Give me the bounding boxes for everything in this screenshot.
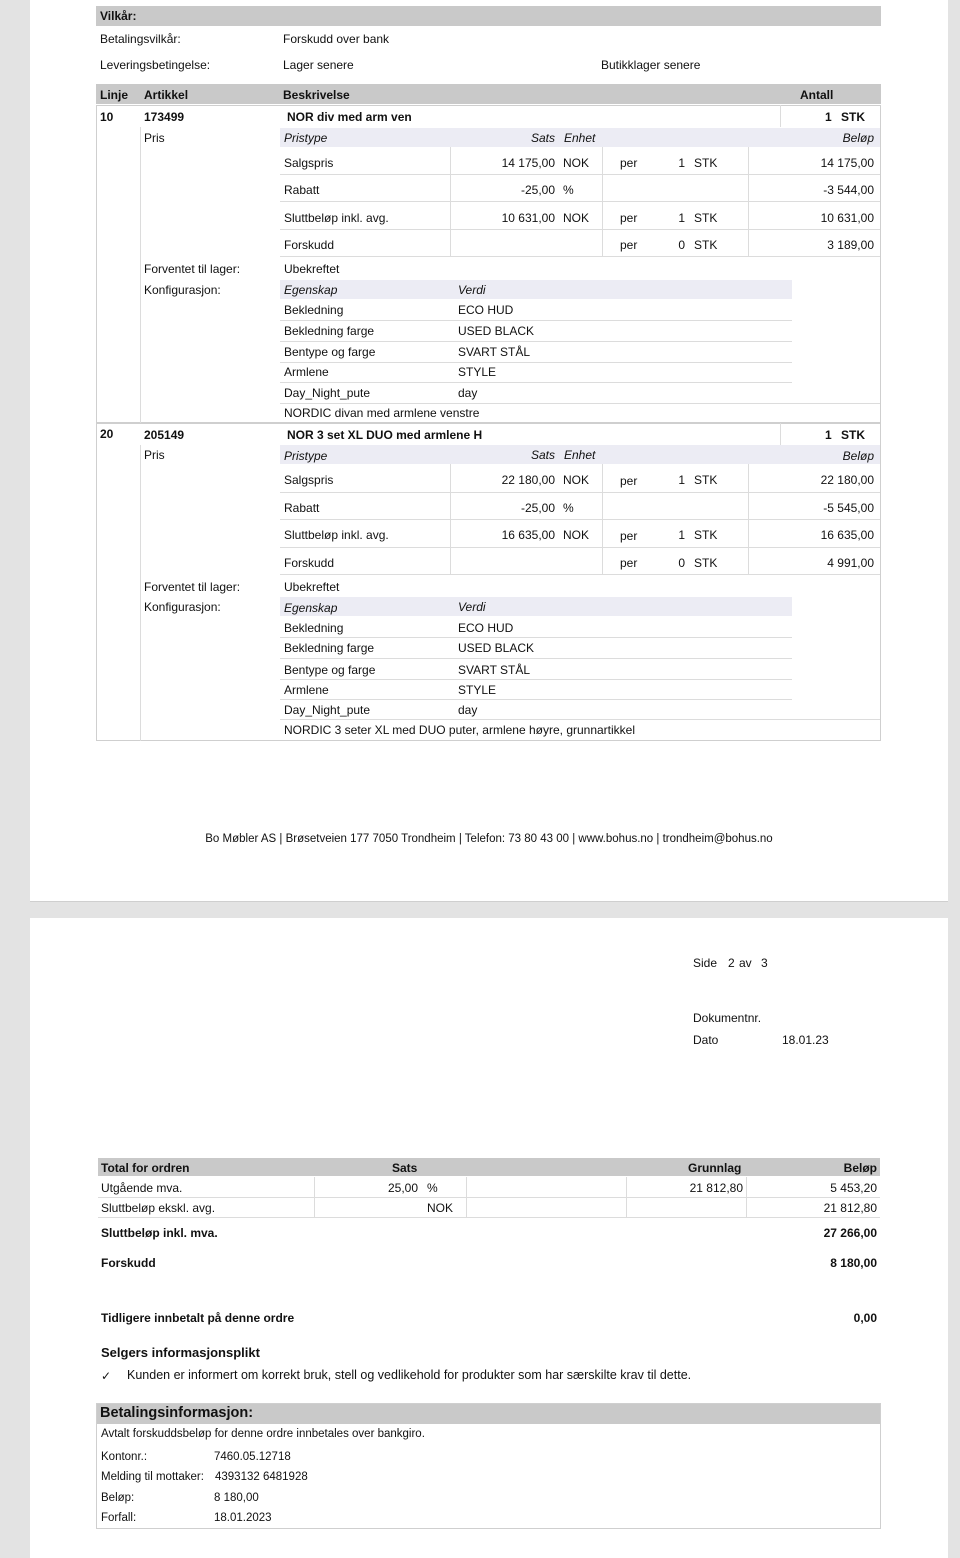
- amount-value: 8 180,00: [214, 1492, 259, 1504]
- price-amount: 22 180,00: [820, 473, 874, 487]
- terms-header-bar: [96, 6, 881, 26]
- payment-terms-value: Forskudd over bank: [283, 32, 390, 46]
- lines-header-bar: [96, 84, 881, 104]
- advance-value: 8 180,00: [830, 1256, 877, 1270]
- price-type: Forskudd: [284, 238, 335, 252]
- payment-info-title: Betalingsinformasjon:: [100, 1405, 254, 1421]
- info-text: Kunden er informert om korrekt bruk, stell og vedlikehold for produkter som har særskilte krav til dette.: [127, 1368, 692, 1382]
- totals-row-amount: 21 812,80: [823, 1201, 877, 1215]
- price-per: per: [620, 474, 638, 488]
- price-header-unit: Enhet: [564, 448, 596, 462]
- price-qty: 1: [678, 528, 685, 542]
- price-amount: -5 545,00: [823, 501, 874, 515]
- config-value: day: [458, 703, 478, 717]
- due-label: Forfall:: [101, 1512, 137, 1524]
- due-value: 18.01.2023: [214, 1512, 272, 1524]
- expected-label: Forventet til lager:: [144, 262, 241, 276]
- advance-label: Forskudd: [101, 1256, 156, 1270]
- col-quantity: Antall: [800, 88, 834, 102]
- price-qty-unit: STK: [694, 528, 718, 542]
- price-type: Salgspris: [284, 156, 334, 170]
- config-property: Bentype og farge: [284, 663, 376, 677]
- check-icon: ✓: [101, 1369, 112, 1383]
- line-unit: STK: [841, 428, 865, 442]
- price-type: Salgspris: [284, 473, 334, 487]
- line-note: NORDIC divan med armlene venstre: [284, 406, 480, 420]
- config-value: USED BLACK: [458, 641, 535, 655]
- config-property: Bekledning: [284, 621, 344, 635]
- price-qty: 1: [678, 156, 685, 170]
- price-label: Pris: [144, 448, 165, 462]
- config-property: Day_Night_pute: [284, 703, 371, 717]
- totals-header-bar: [98, 1158, 880, 1176]
- previously-paid-value: 0,00: [853, 1311, 877, 1325]
- price-type: Rabatt: [284, 183, 320, 197]
- totals-row-rate: 25,00: [387, 1181, 418, 1195]
- total-incl-value: 27 266,00: [823, 1226, 877, 1240]
- config-property: Bekledning: [284, 303, 344, 317]
- config-property: Armlene: [284, 365, 329, 379]
- message-label: Melding til mottaker:: [101, 1471, 204, 1483]
- page-of: av: [739, 956, 752, 970]
- price-rate: 22 180,00: [501, 473, 555, 487]
- price-amount: 10 631,00: [820, 211, 874, 225]
- line-note: NORDIC 3 seter XL med DUO puter, armlene høyre, grunnartikkel: [284, 723, 636, 737]
- date-label: Dato: [693, 1033, 719, 1047]
- total-incl-label: Sluttbeløp inkl. mva.: [101, 1226, 218, 1240]
- previously-paid-label: Tidligere innbetalt på denne ordre: [101, 1311, 295, 1325]
- date-value: 18.01.23: [782, 1033, 829, 1047]
- config-value: ECO HUD: [458, 303, 514, 317]
- totals-title: Total for ordren: [101, 1161, 190, 1175]
- totals-row-label: Sluttbeløp ekskl. avg.: [101, 1201, 216, 1215]
- line-number: 20: [100, 427, 114, 441]
- document-page-2: [30, 918, 948, 1558]
- config-label: Konfigurasjon:: [144, 283, 221, 297]
- line-quantity: 1: [825, 110, 832, 124]
- message-value: 4393132 6481928: [215, 1471, 308, 1483]
- expected-value: Ubekreftet: [284, 262, 340, 276]
- price-unit: NOK: [563, 473, 590, 487]
- config-label: Konfigurasjon:: [144, 600, 221, 614]
- price-unit: NOK: [563, 528, 590, 542]
- document-number-label: Dokumentnr.: [693, 1011, 762, 1025]
- price-type: Rabatt: [284, 501, 320, 515]
- page-number: 2: [728, 956, 735, 970]
- price-per: per: [620, 556, 638, 570]
- price-amount: 16 635,00: [820, 528, 874, 542]
- totals-row-rate-unit: %: [427, 1181, 438, 1195]
- price-unit: %: [563, 183, 574, 197]
- price-qty-unit: STK: [694, 156, 718, 170]
- config-header-property: Egenskap: [284, 601, 338, 615]
- price-qty: 0: [678, 238, 685, 252]
- totals-row-rate-unit: NOK: [427, 1201, 454, 1215]
- page-label: Side: [693, 956, 718, 970]
- account-label: Kontonr.:: [101, 1451, 148, 1463]
- price-rate: -25,00: [520, 501, 555, 515]
- config-value: STYLE: [458, 365, 497, 379]
- price-header-rate: Sats: [530, 131, 555, 145]
- payment-terms-label: Betalingsvilkår:: [100, 32, 181, 46]
- delivery-terms-value: Lager senere: [283, 58, 354, 72]
- company-footer: Bo Møbler AS | Brøsetveien 177 7050 Trondheim | Telefon: 73 80 43 00 | www.bohus.no | trondheim@bohus.no: [205, 833, 773, 845]
- totals-row-amount: 5 453,20: [830, 1181, 877, 1195]
- price-rate: 16 635,00: [501, 528, 555, 542]
- price-qty: 1: [678, 211, 685, 225]
- delivery-terms-label: Leveringsbetingelse:: [100, 58, 211, 72]
- price-unit: NOK: [563, 211, 590, 225]
- price-rate: 10 631,00: [501, 211, 555, 225]
- article-description: NOR 3 set XL DUO med armlene H: [287, 428, 483, 442]
- config-value: SVART STÅL: [458, 345, 531, 359]
- price-type: Sluttbeløp inkl. avg.: [284, 528, 389, 542]
- price-per: per: [620, 211, 638, 225]
- price-unit: NOK: [563, 156, 590, 170]
- amount-label: Beløp:: [101, 1492, 135, 1504]
- config-header-bar: [280, 280, 792, 299]
- price-amount: -3 544,00: [823, 183, 874, 197]
- account-value: 7460.05.12718: [214, 1451, 291, 1463]
- price-qty: 0: [678, 556, 685, 570]
- config-value: STYLE: [458, 683, 497, 697]
- price-qty-unit: STK: [694, 238, 718, 252]
- config-value: ECO HUD: [458, 621, 514, 635]
- totals-col-base: Grunnlag: [688, 1161, 742, 1175]
- col-article: Artikkel: [144, 88, 189, 102]
- price-header-amount: Beløp: [842, 449, 874, 463]
- totals-row-base: 21 812,80: [689, 1181, 743, 1195]
- price-per: per: [620, 529, 638, 543]
- config-header-value: Verdi: [458, 283, 486, 297]
- line-quantity: 1: [825, 428, 832, 442]
- price-qty-unit: STK: [694, 211, 718, 225]
- config-value: USED BLACK: [458, 324, 535, 338]
- config-property: Bekledning farge: [284, 641, 375, 655]
- price-header-unit: Enhet: [564, 131, 596, 145]
- config-header-bar: [280, 597, 792, 616]
- expected-label: Forventet til lager:: [144, 580, 241, 594]
- price-rate: -25,00: [520, 183, 555, 197]
- article-number: 173499: [144, 110, 185, 124]
- price-header-type: Pristype: [284, 449, 328, 463]
- price-header-amount: Beløp: [842, 131, 874, 145]
- line-number: 10: [100, 110, 114, 124]
- price-type: Sluttbeløp inkl. avg.: [284, 211, 389, 225]
- document-page-1: [30, 0, 948, 902]
- payment-intro: Avtalt forskuddsbeløp for denne ordre innbetales over bankgiro.: [101, 1428, 425, 1440]
- config-value: SVART STÅL: [458, 663, 531, 677]
- price-qty-unit: STK: [694, 473, 718, 487]
- info-title: Selgers informasjonsplikt: [101, 1345, 260, 1360]
- price-amount: 4 991,00: [827, 556, 874, 570]
- col-description: Beskrivelse: [283, 88, 350, 102]
- price-qty: 1: [678, 473, 685, 487]
- config-property: Bekledning farge: [284, 324, 375, 338]
- price-amount: 14 175,00: [820, 156, 874, 170]
- config-header-property: Egenskap: [284, 283, 338, 297]
- totals-row-label: Utgående mva.: [101, 1181, 183, 1195]
- config-value: day: [458, 386, 478, 400]
- expected-value: Ubekreftet: [284, 580, 340, 594]
- price-header-rate: Sats: [530, 448, 555, 462]
- config-header-value: Verdi: [458, 600, 486, 614]
- line-unit: STK: [841, 110, 865, 124]
- price-rate: 14 175,00: [501, 156, 555, 170]
- totals-col-amount: Beløp: [843, 1161, 877, 1175]
- article-description: NOR div med arm ven: [287, 110, 412, 124]
- price-per: per: [620, 156, 638, 170]
- config-property: Bentype og farge: [284, 345, 376, 359]
- price-type: Forskudd: [284, 556, 335, 570]
- price-header-type: Pristype: [284, 131, 328, 145]
- totals-col-rate: Sats: [392, 1161, 418, 1175]
- config-property: Armlene: [284, 683, 329, 697]
- price-unit: %: [563, 501, 574, 515]
- terms-header: Vilkår:: [100, 9, 137, 23]
- col-line: Linje: [100, 88, 129, 102]
- delivery-terms-value-2: Butikklager senere: [601, 58, 701, 72]
- page-total: 3: [761, 956, 768, 970]
- price-per: per: [620, 238, 638, 252]
- price-label: Pris: [144, 131, 165, 145]
- price-qty-unit: STK: [694, 556, 718, 570]
- article-number: 205149: [144, 428, 185, 442]
- price-amount: 3 189,00: [827, 238, 874, 252]
- config-property: Day_Night_pute: [284, 386, 371, 400]
